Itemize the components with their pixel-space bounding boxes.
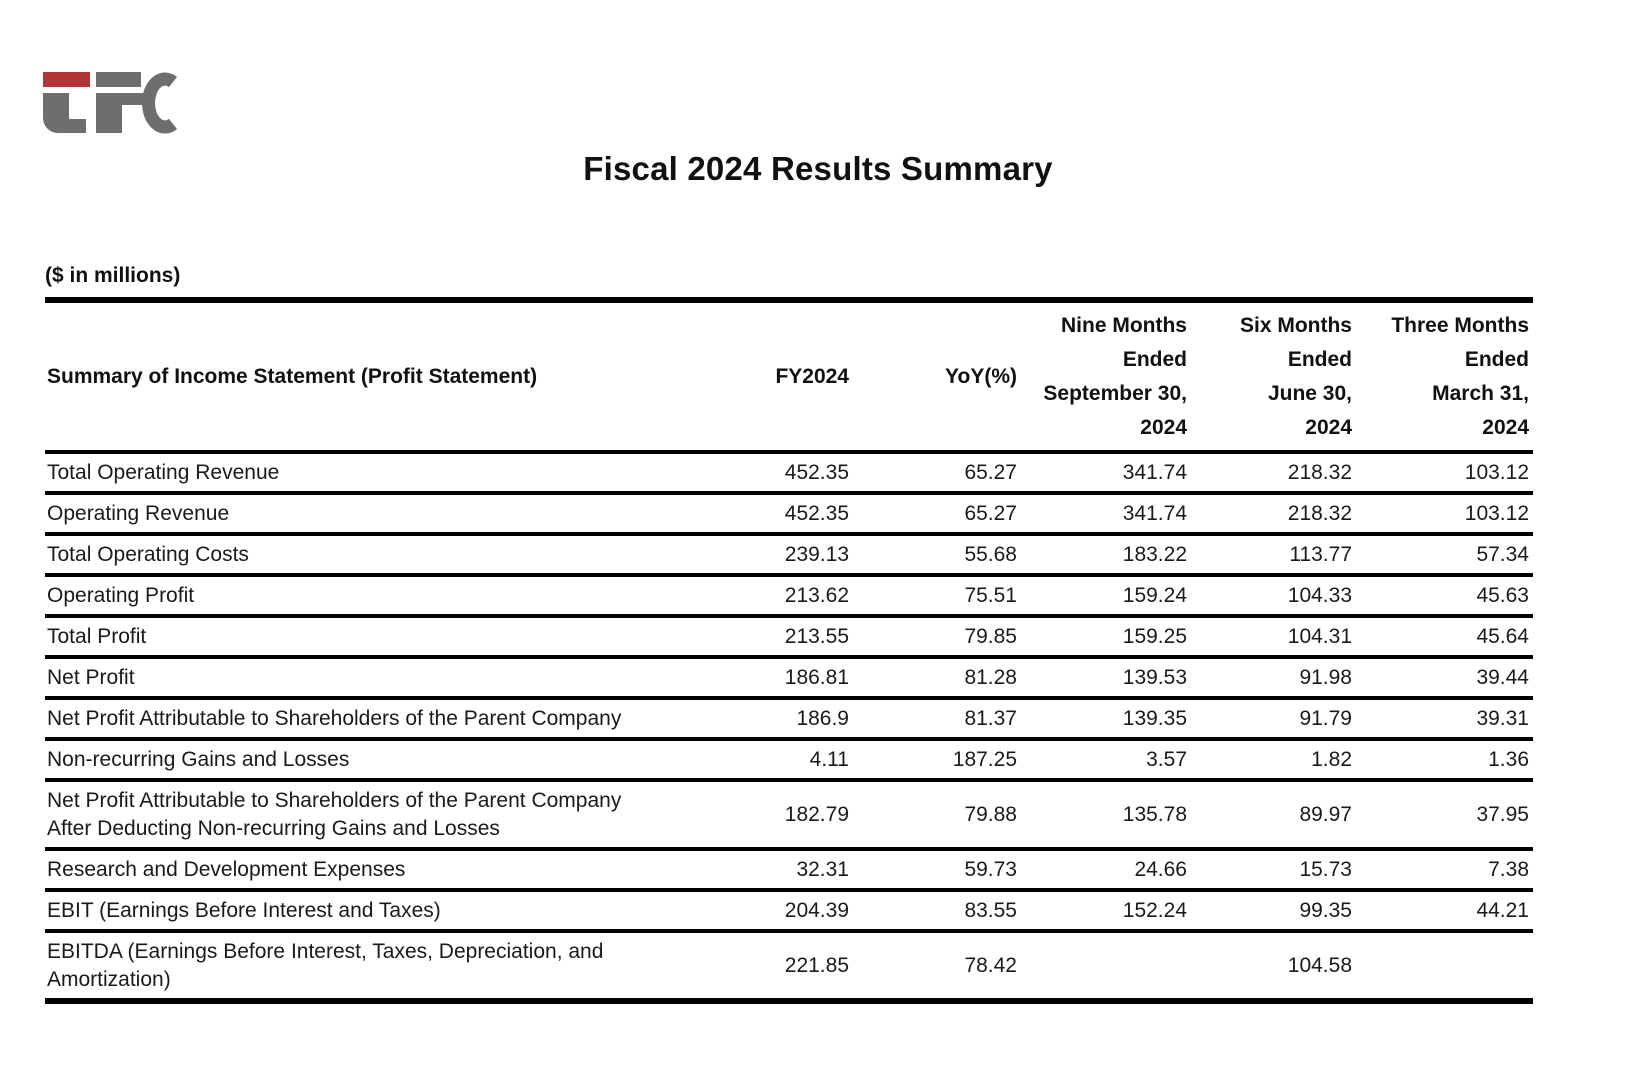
fy2024-cell: 452.35	[784, 501, 849, 525]
fy2024-cell: 4.11	[809, 747, 849, 771]
fy2024-cell: 186.81	[784, 665, 849, 689]
yoy-cell: 79.88	[964, 802, 1017, 826]
six-months-cell: 91.79	[1299, 706, 1352, 730]
row-label-cell: Total Profit	[47, 624, 147, 648]
logo-letter-l	[43, 93, 86, 133]
nine-months-cell: 135.78	[1122, 802, 1187, 826]
six-months-cell: 104.58	[1287, 953, 1352, 977]
nine-months-cell: 139.53	[1122, 665, 1187, 689]
row-label-cell: Operating Profit	[47, 583, 195, 607]
table-row	[45, 452, 1533, 493]
nine-months-cell: 159.25	[1122, 624, 1187, 648]
row-label-cell: Net Profit Attributable to Shareholders of the Parent Company	[47, 706, 622, 730]
nine-months-cell: 159.24	[1122, 583, 1187, 607]
logo-gray-bar	[96, 72, 141, 87]
yoy-cell: 75.51	[964, 583, 1017, 607]
three-months-cell	[1356, 931, 1533, 1001]
yoy-cell: 59.73	[964, 857, 1017, 881]
three-months-cell: 45.64	[1476, 624, 1529, 648]
three-months-cell: 39.31	[1476, 706, 1529, 730]
six-months-cell: 15.73	[1299, 857, 1352, 881]
six-months-cell: 113.77	[1289, 542, 1352, 566]
income-statement-table	[45, 297, 1533, 1004]
fy2024-cell: 32.31	[796, 857, 849, 881]
yoy-cell: 79.85	[964, 624, 1017, 648]
three-months-cell: 45.63	[1476, 583, 1529, 607]
row-label-cell: EBITDA (Earnings Before Interest, Taxes, Depreciation, and Amortization)	[47, 939, 604, 991]
row-label-cell: Research and Development Expenses	[47, 857, 406, 881]
table-row	[45, 534, 1533, 575]
yoy-cell: 81.37	[964, 706, 1017, 730]
column-header-yoy: YoY(%)	[945, 364, 1017, 388]
fy2024-cell: 186.9	[796, 706, 849, 730]
row-label-cell: Net Profit Attributable to Shareholders of the Parent Company After Deducting Non-recurring Gains and Losses	[47, 788, 622, 840]
table-row	[45, 931, 1533, 1001]
three-months-cell: 37.95	[1476, 802, 1529, 826]
nine-months-cell: 139.35	[1122, 706, 1187, 730]
fy2024-cell: 239.13	[784, 542, 849, 566]
nine-months-cell: 3.57	[1146, 747, 1187, 771]
column-header-fy2024: FY2024	[775, 364, 849, 388]
table-body	[45, 452, 1533, 1001]
header-row	[45, 300, 1533, 452]
table-row	[45, 616, 1533, 657]
three-months-cell: 57.34	[1476, 542, 1529, 566]
fy2024-cell: 213.55	[784, 624, 849, 648]
six-months-cell: 1.82	[1311, 747, 1352, 771]
three-months-cell: 39.44	[1476, 665, 1529, 689]
three-months-cell: 44.21	[1476, 898, 1529, 922]
yoy-cell: 65.27	[964, 501, 1017, 525]
nine-months-cell: 152.24	[1122, 898, 1187, 922]
table-row	[45, 890, 1533, 931]
six-months-cell: 99.35	[1299, 898, 1352, 922]
nine-months-cell: 183.22	[1122, 542, 1187, 566]
table-row	[45, 575, 1533, 616]
fy2024-cell: 204.39	[784, 898, 849, 922]
yoy-cell: 187.25	[952, 747, 1017, 771]
yoy-cell: 65.27	[964, 460, 1017, 484]
table-row	[45, 657, 1533, 698]
nine-months-cell: 341.74	[1122, 460, 1187, 484]
column-header-label: Summary of Income Statement (Profit Statement)	[47, 364, 538, 388]
table-row	[45, 739, 1533, 780]
column-header-six-months: Six Months Ended June 30, 2024	[1239, 313, 1352, 439]
six-months-cell: 218.32	[1287, 460, 1352, 484]
table-row	[45, 849, 1533, 890]
six-months-cell: 89.97	[1299, 802, 1352, 826]
company-logo-icon	[43, 72, 189, 134]
fy2024-cell: 182.79	[784, 802, 849, 826]
nine-months-cell	[1021, 931, 1191, 1001]
three-months-cell: 103.12	[1464, 501, 1529, 525]
units-note: ($ in millions)	[45, 264, 181, 287]
logo-red-bar	[43, 72, 90, 87]
row-label-cell: Non-recurring Gains and Losses	[47, 747, 350, 771]
six-months-cell: 91.98	[1299, 665, 1352, 689]
six-months-cell: 104.31	[1287, 624, 1352, 648]
yoy-cell: 83.55	[964, 898, 1017, 922]
table-row	[45, 780, 1533, 849]
row-label-cell: Operating Revenue	[47, 501, 230, 525]
nine-months-cell: 24.66	[1134, 857, 1187, 881]
yoy-cell: 55.68	[964, 542, 1017, 566]
fy2024-cell: 213.62	[784, 583, 849, 607]
fy2024-cell: 452.35	[784, 460, 849, 484]
fy2024-cell: 221.85	[784, 953, 849, 977]
row-label-cell: Total Operating Costs	[47, 542, 249, 566]
column-header-three-months: Three Months Ended March 31, 2024	[1391, 313, 1529, 439]
three-months-cell: 103.12	[1464, 460, 1529, 484]
yoy-cell: 78.42	[964, 953, 1017, 977]
logo-letter-f	[96, 93, 144, 133]
six-months-cell: 104.33	[1287, 583, 1352, 607]
nine-months-cell: 341.74	[1122, 501, 1187, 525]
three-months-cell: 1.36	[1488, 747, 1529, 771]
three-months-cell: 7.38	[1488, 857, 1529, 881]
page-title: Fiscal 2024 Results Summary	[583, 150, 1053, 187]
yoy-cell: 81.28	[964, 665, 1017, 689]
row-label-cell: EBIT (Earnings Before Interest and Taxes)	[47, 898, 441, 922]
table-row	[45, 698, 1533, 739]
row-label-cell: Net Profit	[47, 665, 135, 689]
logo-letter-c	[149, 79, 173, 127]
row-label-cell: Total Operating Revenue	[47, 460, 280, 484]
table-row	[45, 493, 1533, 534]
column-header-nine-months: Nine Months Ended September 30, 2024	[1043, 313, 1187, 439]
six-months-cell: 218.32	[1287, 501, 1352, 525]
